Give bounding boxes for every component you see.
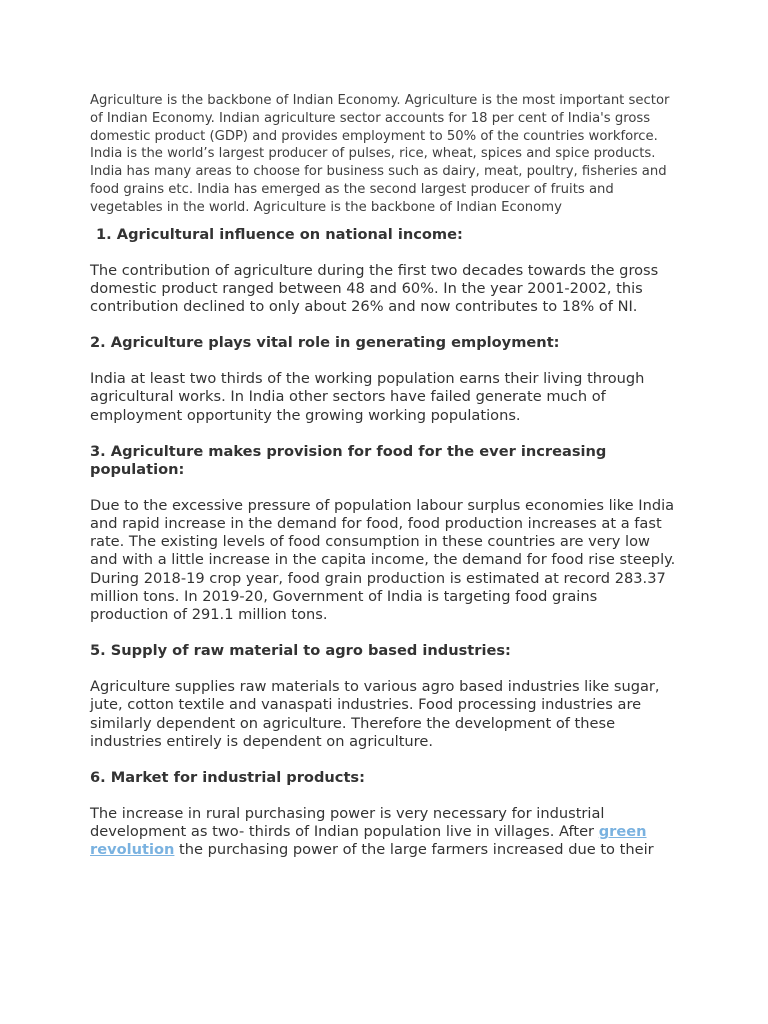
section-3-heading: 3. Agriculture makes provision for food for the ever increasing population: — [90, 442, 607, 478]
intro-paragraph: Agriculture is the backbone of Indian Economy. Agriculture is the most important sector of Indian Economy. Indian agriculture sector accounts for 18 per cent of India's gross domestic product (GDP) and provides employment to 50% of the countries workforce. India is the world’s largest producer of pulses, rice, wheat, spices and spice products. India has many areas to choose for business such as dairy, meat, poultry, fisheries and food grains etc. India has emerged as the second largest producer of fruits and vegetables in the world. Agriculture is the backbone of Indian Economy — [90, 93, 670, 215]
section-1-body: The contribution of agriculture during the first two decades towards the gross domestic product ranged between 48 and 60%. In the year 2001-2002, this contribution declined to only about 26% and now contributes to 18% of NI. — [90, 261, 659, 315]
section-6-body — [90, 805, 680, 860]
document-page — [90, 92, 680, 860]
section-2-body: India at least two thirds of the working population earns their living through agricultural works. In India other sectors have failed generate much of employment opportunity the growing working populations. — [90, 370, 645, 424]
section-3-body: Due to the excessive pressure of population labour surplus economies like India and rapid increase in the demand for food, food production increases at a fast rate. The existing levels of food consumption in these countries are very low and with a little increase in the capita income, the demand for food rise steeply. During 2018-19 crop year, food grain production is estimated at record 283.37 million tons. In 2019-20, Government of India is targeting food grains production of 291.1 million tons. — [90, 496, 676, 624]
green-revolution-link[interactable]: green revolution — [90, 823, 647, 859]
section-5-body: Agriculture supplies raw materials to various agro based industries like sugar, jute, cotton textile and vanaspati industries. Food processing industries are similarly dependent on agriculture. Therefore the development of these industries entirely is dependent on agriculture. — [90, 678, 660, 750]
section-6-heading: 6. Market for industrial products: — [90, 769, 365, 787]
section-6-body-after-link: the purchasing power of the large farmers increased due to their — [174, 841, 654, 859]
section-6-body-before-link: The increase in rural purchasing power is very necessary for industrial development as two- thirds of Indian population live in villages. After — [90, 805, 605, 841]
section-5-heading: 5. Supply of raw material to agro based industries: — [90, 642, 511, 660]
section-1-heading: 1. Agricultural influence on national income: — [96, 225, 463, 243]
section-2-heading: 2. Agriculture plays vital role in generating employment: — [90, 334, 560, 352]
